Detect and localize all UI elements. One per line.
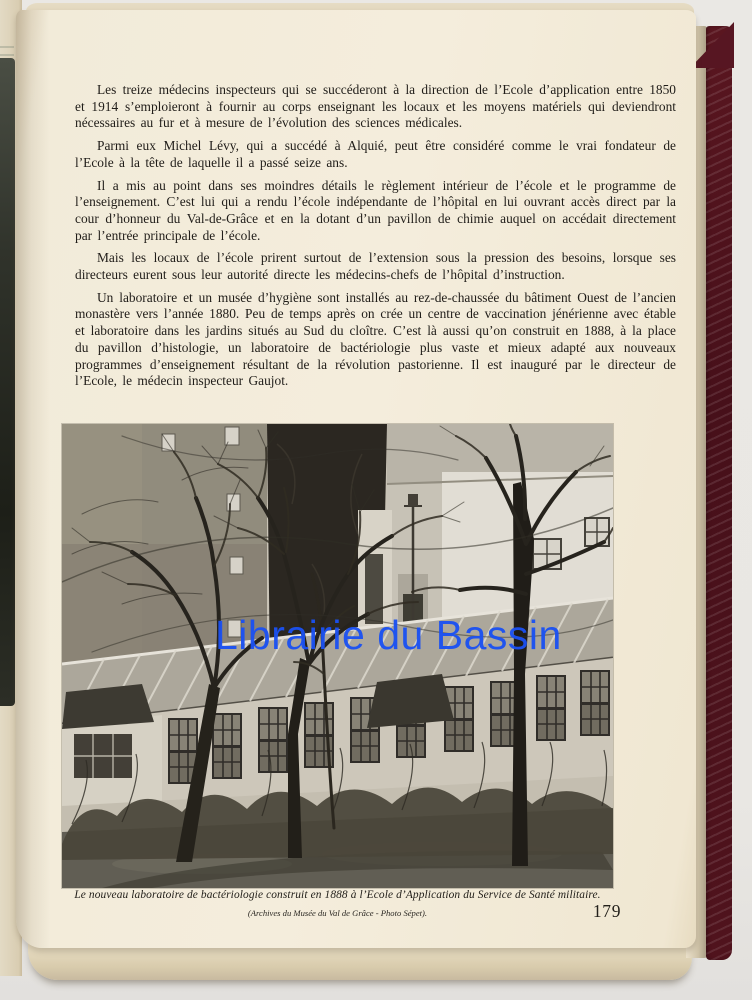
body-paragraph: Mais les locaux de l’école prirent surtout de l’extension sous la pression des besoins, lorsque ses directeurs eurent sous leur autorité directe les médecins-chefs de l’hôpital d’instruction. bbox=[75, 250, 676, 283]
photo-caption: Le nouveau laboratoire de bactériologie construit en 1888 à l’Ecole d’Application du Service de Santé militaire. bbox=[74, 889, 601, 901]
photo-credit: (Archives du Musée du Val de Grâce - Photo Sépet). bbox=[247, 908, 428, 918]
body-paragraph: Parmi eux Michel Lévy, qui a succédé à Alquié, peut être considéré comme le vrai fondateur de l’Ecole à la tête de laquelle il a passé seize ans. bbox=[75, 138, 676, 170]
body-paragraph: Un laboratoire et un musée d’hygiène sont installés au rez-de-chaussée du bâtiment Ouest de l’ancien monastère vers l’année 1880. Peu de temps après on crée un centre de vaccination jénérienne avec étable et laboratoire dans les jardins situés au Sud du cloître. C’est là aussi qu’on construit en 1888, à la place du pavillon d’histologie, un laboratoire de bactériologie plus vaste et mieux adapté aux nouveaux programmes d’enseignement résultant de la révolution pastorienne. Il est inauguré par le directeur de l’Ecole, le médecin inspecteur Gaujot. bbox=[75, 289, 676, 389]
book-cover-spine bbox=[706, 26, 732, 960]
gutter-shadow bbox=[16, 10, 50, 948]
page-number: 179 bbox=[592, 901, 622, 921]
bookseller-watermark: Librairie du Bassin bbox=[215, 612, 562, 658]
body-paragraph: Les treize médecins inspecteurs qui se succéderont à la direction de l’Ecole d’application entre 1850 et 1914 s’emploieront à fournir au corps enseignant les locaux et les moyens matériels qui deviendront nécessaires au fur et à mesure de l’évolution des sciences médicales. bbox=[75, 82, 676, 131]
facing-page-photo-edge bbox=[0, 58, 15, 706]
body-paragraph: Il a mis au point dans ses moindres détails le règlement intérieur de l’école et le programme de l’enseignement. C’est lui qui a rendu l’école indépendante de l’hôpital en lui ouvrant accès direct par la cour d’honneur du Val-de-Grâce et en la dotant d’un pavillon de chimie auquel on accédait directement par l’entrée principale de l’école. bbox=[75, 177, 676, 243]
body-text bbox=[75, 82, 676, 396]
